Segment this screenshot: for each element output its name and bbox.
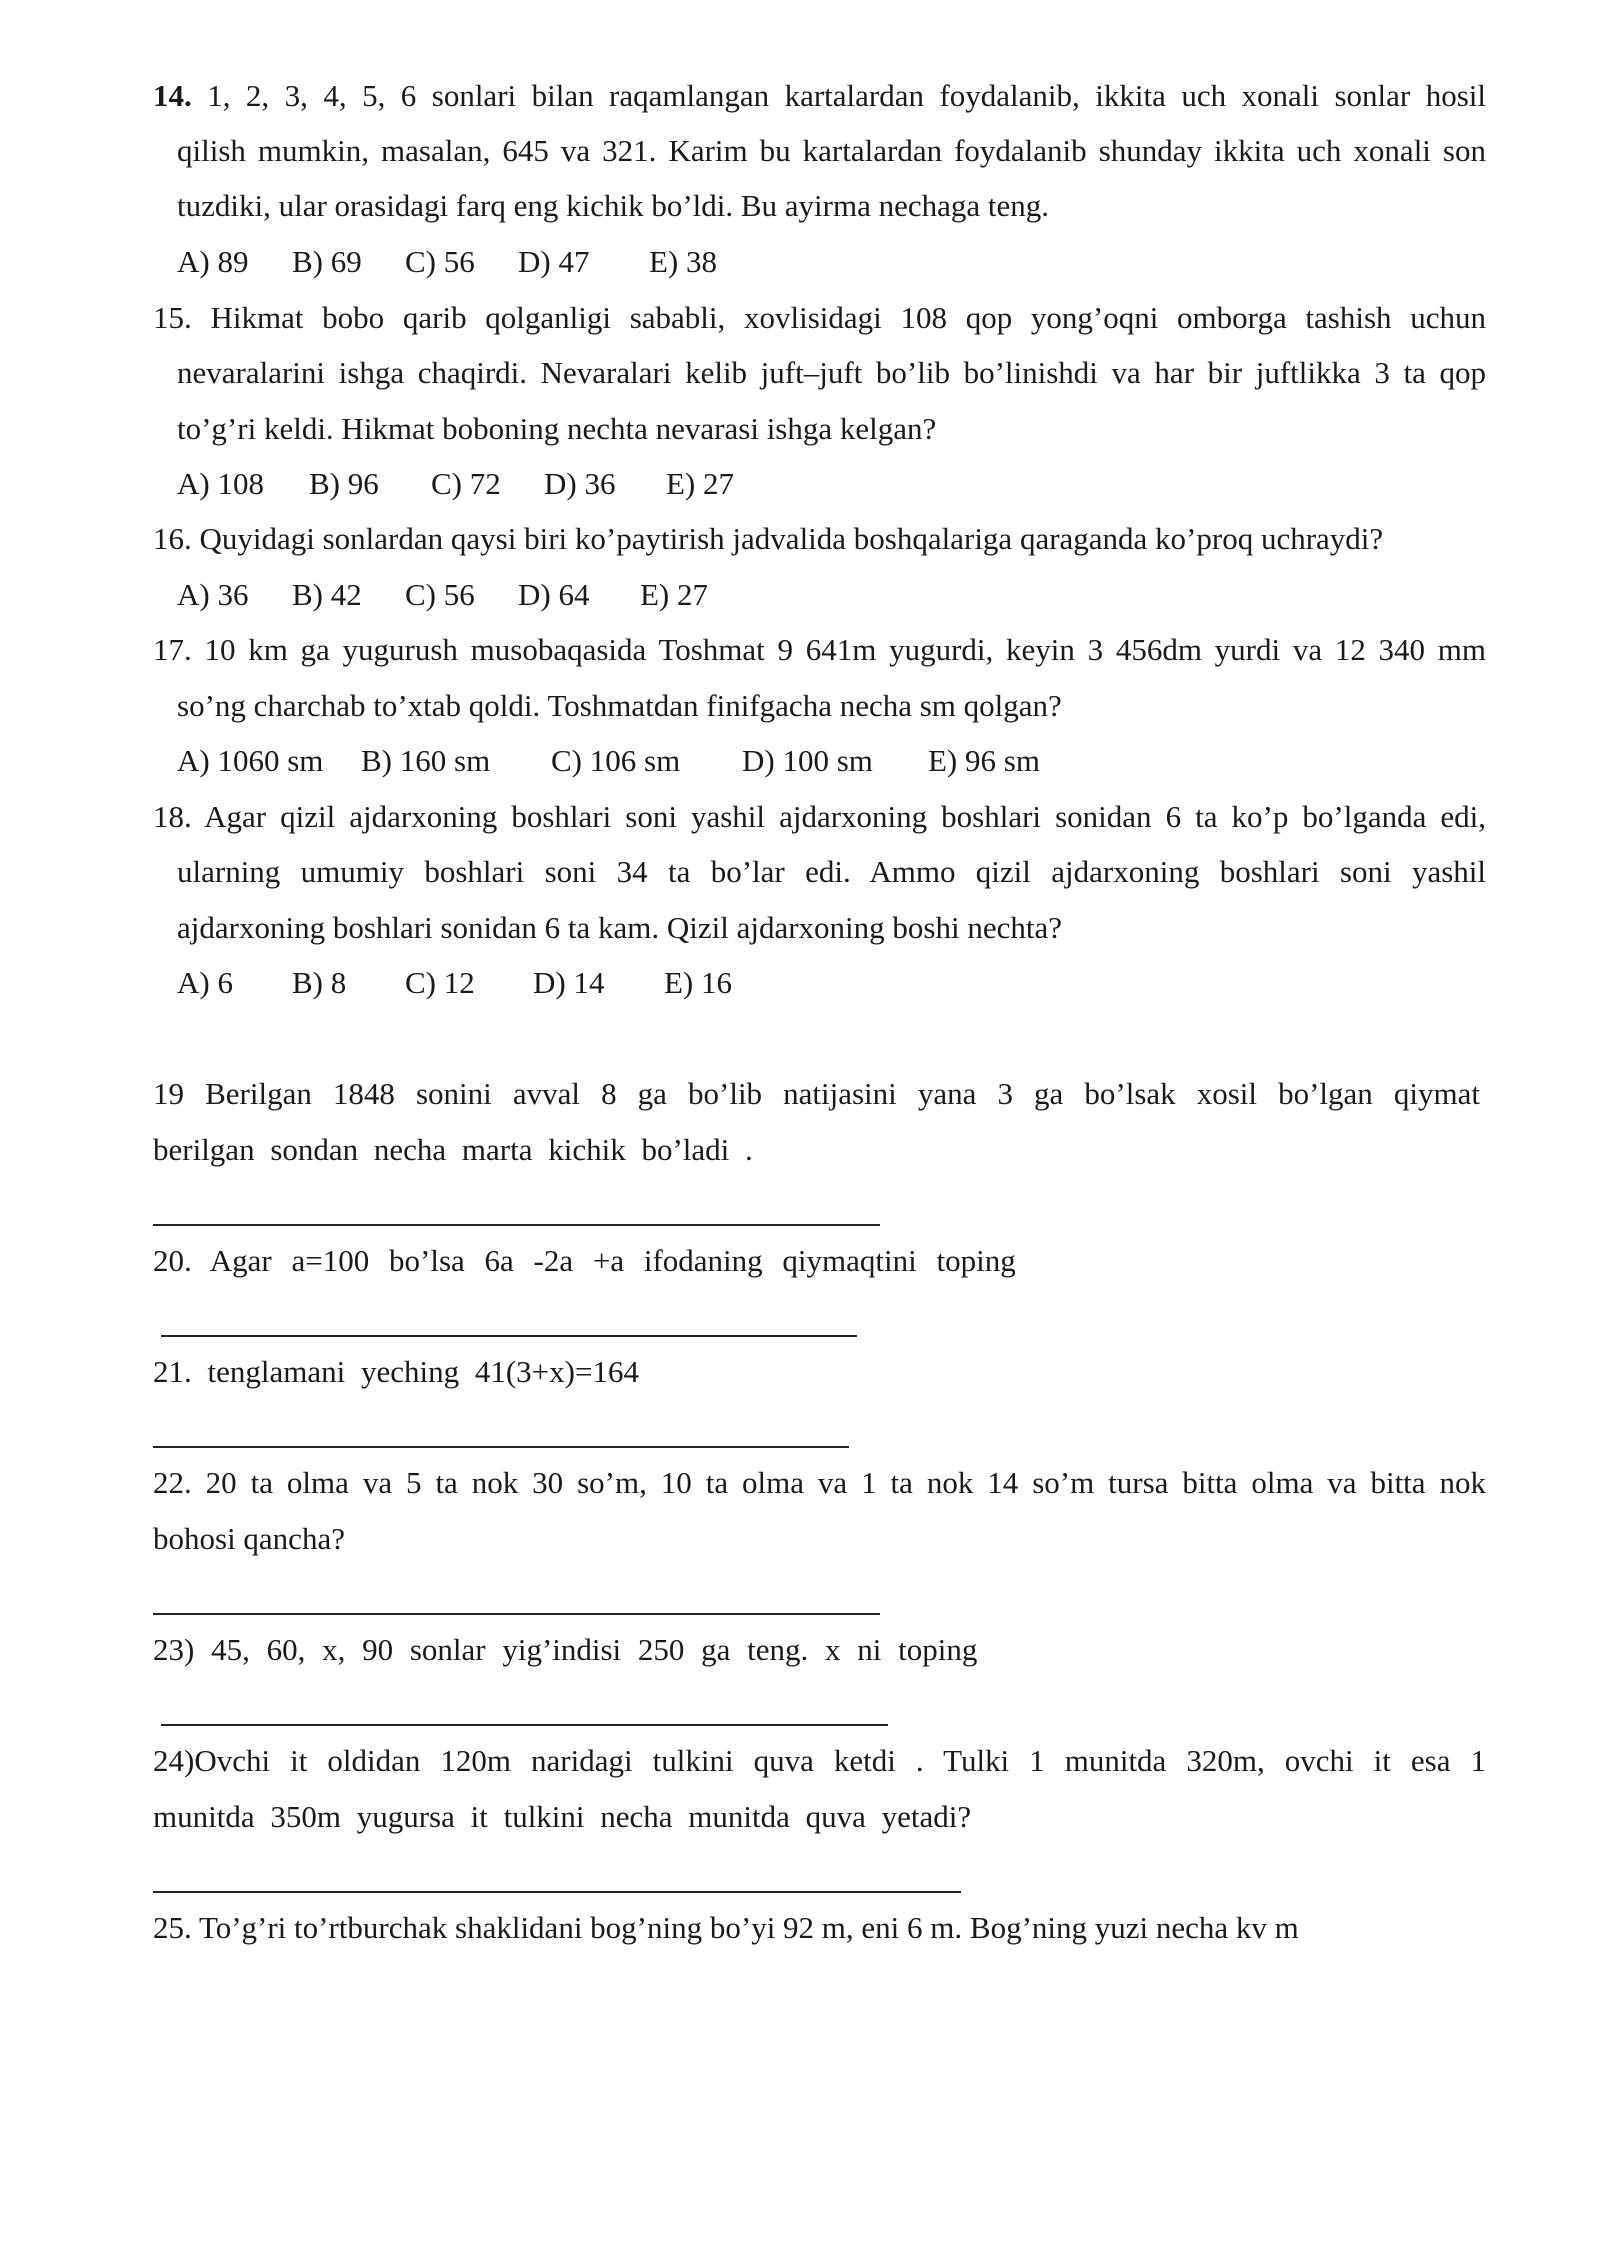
question-18-line-1 xyxy=(153,797,1486,837)
option-e[interactable]: E) 27 xyxy=(666,466,735,501)
option-c[interactable]: C) 56 xyxy=(405,244,475,279)
option-e[interactable]: E) 16 xyxy=(664,965,733,1000)
question-17-line-2: so’ng charchab to’xtab qoldi. Toshmatdan finifgacha necha sm qolgan? xyxy=(177,688,1062,723)
option-c[interactable]: C) 106 sm xyxy=(551,743,681,778)
question-19-line-1: 19 Berilgan 1848 sonini avval 8 ga bo’lib natijasini yana 3 ga bo’lsak xosil bo’lgan qiymat xyxy=(153,1076,1480,1111)
option-c[interactable]: C) 12 xyxy=(405,965,475,1000)
option-c[interactable]: C) 72 xyxy=(431,466,501,501)
option-b[interactable]: B) 69 xyxy=(292,244,362,279)
question-14-number: 14. xyxy=(153,78,192,113)
answer-line-19[interactable] xyxy=(153,1224,880,1226)
question-18-text-1: Agar qizil ajdarxoning boshlari soni yashil ajdarxoning boshlari sonidan 6 ta ko’p bo’lganda edi, xyxy=(204,799,1486,834)
option-d[interactable]: D) 36 xyxy=(544,466,616,501)
option-b[interactable]: B) 42 xyxy=(292,577,362,612)
option-d[interactable]: D) 14 xyxy=(533,965,605,1000)
question-25-line: 25. To’g’ri to’rtburchak shaklidani bog’ning bo’yi 92 m, eni 6 m. Bog’ning yuzi necha kv m xyxy=(153,1910,1299,1945)
option-c[interactable]: C) 56 xyxy=(405,577,475,612)
question-18-line-2: ularning umumiy boshlari soni 34 ta bo’lar edi. Ammo qizil ajdarxoning boshlari soni yashil xyxy=(177,854,1486,889)
answer-line-24[interactable] xyxy=(153,1891,961,1893)
question-15-line-1 xyxy=(153,298,1486,338)
question-14-line-3: tuzdiki, ular orasidagi farq eng kichik bo’ldi. Bu ayirma nechaga teng. xyxy=(177,188,1050,223)
question-19-line-2: berilgan sondan necha marta kichik bo’ladi . xyxy=(153,1132,753,1167)
option-a[interactable]: A) 89 xyxy=(177,244,249,279)
question-15-line-2: nevaralarini ishga chaqirdi. Nevaralari kelib juft–juft bo’lib bo’linishdi va har bir juftlikka 3 ta qop xyxy=(177,355,1486,390)
option-a[interactable]: A) 36 xyxy=(177,577,249,612)
option-e[interactable]: E) 38 xyxy=(649,244,718,279)
question-16-line-1 xyxy=(153,519,1383,559)
question-15-number: 15. xyxy=(153,300,192,335)
question-18-line-3: ajdarxoning boshlari sonidan 6 ta kam. Qizil ajdarxoning boshi nechta? xyxy=(177,910,1062,945)
question-15-text-1: Hikmat bobo qarib qolganligi sababli, xovlisidagi 108 qop yong’oqni omborga tashish uchun xyxy=(210,300,1486,335)
answer-line-22[interactable] xyxy=(153,1613,880,1615)
question-22-line-1: 22. 20 ta olma va 5 ta nok 30 so’m, 10 ta olma va 1 ta nok 14 so’m tursa bitta olma va bitta nok xyxy=(153,1465,1486,1500)
question-24-line-1: 24)Ovchi it oldidan 120m naridagi tulkini quva ketdi . Tulki 1 munitda 320m, ovchi it esa 1 xyxy=(153,1743,1486,1778)
option-e[interactable]: E) 96 sm xyxy=(928,743,1040,778)
question-16-text-1: Quyidagi sonlardan qaysi biri ko’paytirish jadvalida boshqalariga qaraganda ko’proq uchraydi? xyxy=(199,521,1384,556)
answer-line-23[interactable] xyxy=(161,1724,888,1726)
answer-line-20[interactable] xyxy=(161,1335,857,1337)
question-14-text-1: 1, 2, 3, 4, 5, 6 sonlari bilan raqamlangan kartalardan foydalanib, ikkita uch xonali sonlar hosil xyxy=(207,78,1487,113)
option-a[interactable]: A) 6 xyxy=(177,965,233,1000)
question-18-options xyxy=(177,963,732,1003)
option-d[interactable]: D) 64 xyxy=(518,577,590,612)
question-17-text-1: 10 km ga yugurush musobaqasida Toshmat 9 641m yugurdi, keyin 3 456dm yurdi va 12 340 mm xyxy=(204,632,1487,667)
question-17-options xyxy=(177,741,1040,781)
question-15-options xyxy=(177,464,734,504)
question-17-line-1 xyxy=(153,630,1486,670)
option-b[interactable]: B) 96 xyxy=(309,466,379,501)
option-d[interactable]: D) 47 xyxy=(518,244,590,279)
option-a[interactable]: A) 1060 sm xyxy=(177,743,324,778)
option-d[interactable]: D) 100 sm xyxy=(742,743,873,778)
question-21-line: 21. tenglamani yeching 41(3+x)=164 xyxy=(153,1354,639,1389)
question-15-line-3: to’g’ri keldi. Hikmat boboning nechta nevarasi ishga kelgan? xyxy=(177,411,937,446)
question-14-line-2: qilish mumkin, masalan, 645 va 321. Karim bu kartalardan foydalanib shunday ikkita uch xonali son xyxy=(177,133,1486,168)
option-b[interactable]: B) 160 sm xyxy=(361,743,491,778)
question-14-options xyxy=(177,242,717,282)
question-16-options xyxy=(177,575,708,615)
question-18-number: 18. xyxy=(153,799,192,834)
question-24-line-2: munitda 350m yugursa it tulkini necha munitda quva yetadi? xyxy=(153,1799,972,1834)
question-20-line: 20. Agar a=100 bo’lsa 6a -2a +a ifodaning qiymaqtini toping xyxy=(153,1243,1016,1278)
option-a[interactable]: A) 108 xyxy=(177,466,264,501)
question-16-number: 16. xyxy=(153,521,192,556)
question-17-number: 17. xyxy=(153,632,192,667)
question-14-line-1 xyxy=(153,76,1486,116)
question-22-line-2: bohosi qancha? xyxy=(153,1521,345,1556)
option-b[interactable]: B) 8 xyxy=(292,965,347,1000)
answer-line-21[interactable] xyxy=(153,1446,849,1448)
option-e[interactable]: E) 27 xyxy=(640,577,709,612)
question-23-line: 23) 45, 60, x, 90 sonlar yig’indisi 250 ga teng. x ni toping xyxy=(153,1632,978,1667)
